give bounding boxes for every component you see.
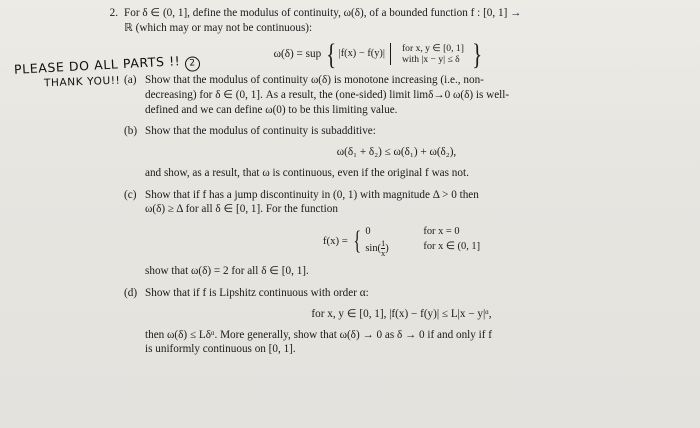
- part-d-formula: for x, y ∈ [0, 1], |f(x) − f(y)| ≤ L|x − y|ᵅ,: [311, 307, 492, 320]
- part-a-line-3: defined and we can define ω(0) to be this limiting value.: [145, 103, 398, 116]
- handwritten-note-line-2: THANK YOU!!: [43, 74, 121, 90]
- piecewise-value: sin( $\frac{1}{x}$ ): [365, 238, 389, 259]
- piecewise-row: [365, 224, 480, 239]
- part-b-after-line-1: and show, as a result, that ω is continuous, even if the original f was not.: [145, 166, 469, 179]
- problem-part-b: [124, 124, 658, 180]
- part-c-line-2: ω(δ) ≥ Δ for all δ ∈ [0, 1]. For the function: [145, 203, 338, 216]
- piecewise-function: [145, 224, 658, 258]
- part-b-line-1: Show that the modulus of continuity is subadditive:: [145, 125, 376, 138]
- part-b-label: (b): [124, 125, 138, 138]
- piecewise-lhs: f(x) =: [322, 235, 348, 248]
- piecewise-brace: {: [353, 225, 362, 255]
- part-c-after-line-1: show that ω(δ) = 2 for all δ ∈ [0, 1].: [145, 265, 309, 278]
- right-brace: }: [472, 37, 483, 71]
- part-d-after-line-1: then ω(δ) ≤ Lδᵅ. More generally, show that ω(δ) → 0 as δ → 0 if and only if f: [145, 328, 493, 341]
- piecewise-condition: for x ∈ (0, 1]: [423, 241, 481, 253]
- part-c-label: (c): [124, 188, 137, 201]
- problem-statement: [98, 6, 658, 36]
- definition-lhs: ω(δ) = sup: [273, 47, 322, 60]
- circled-mark: 2: [185, 56, 201, 72]
- part-b-formula: ω(δ₁ + δ₂) ≤ ω(δ₁) + ω(δ₂),: [336, 146, 457, 159]
- definition-conditions: [396, 43, 470, 66]
- problem-part-a: [124, 73, 658, 117]
- problem-intro-line-2: ℝ (which may or may not be continuous):: [124, 21, 313, 34]
- part-a-line-1: Show that the modulus of continuity ω(δ) is monotone increasing (i.e., non-: [145, 73, 484, 86]
- part-a-line-2: decreasing) for δ ∈ (0, 1]. As a result, the (one-sided) limit limδ→0 ω(δ) is well-: [145, 88, 510, 101]
- part-d-after-line-2: is uniformly continuous on [0, 1].: [145, 343, 296, 356]
- set-builder-bar: [390, 43, 391, 65]
- part-d-label: (d): [124, 287, 138, 300]
- part-d-line-1: Show that if f is Lipshitz continuous with order α:: [145, 287, 369, 300]
- problem-intro-line-1: For δ ∈ (0, 1], define the modulus of continuity, ω(δ), of a bounded function f : [0, 1] →: [124, 7, 522, 19]
- problem-number: 2.: [109, 7, 118, 19]
- part-a-label: (a): [124, 73, 137, 86]
- part-c-line-1: Show that if f has a jump discontinuity in (0, 1) with magnitude Δ > 0 then: [145, 188, 479, 201]
- left-brace: {: [326, 37, 337, 71]
- condition-line-1: for x, y ∈ [0, 1]: [401, 42, 464, 54]
- problem-part-d: [124, 286, 658, 357]
- problem-part-c: [124, 188, 658, 279]
- set-element: |f(x) − f(y)|: [338, 48, 385, 60]
- condition-line-2: with |x − y| ≤ δ: [401, 54, 460, 66]
- piecewise-row: [365, 239, 480, 258]
- one-over-x-fraction: $\frac{1}{x}$: [380, 238, 386, 259]
- piecewise-value: 0: [365, 226, 371, 238]
- handwritten-note-text: PLEASE DO ALL PARTS !!: [13, 53, 181, 77]
- piecewise-condition: for x = 0: [423, 226, 460, 238]
